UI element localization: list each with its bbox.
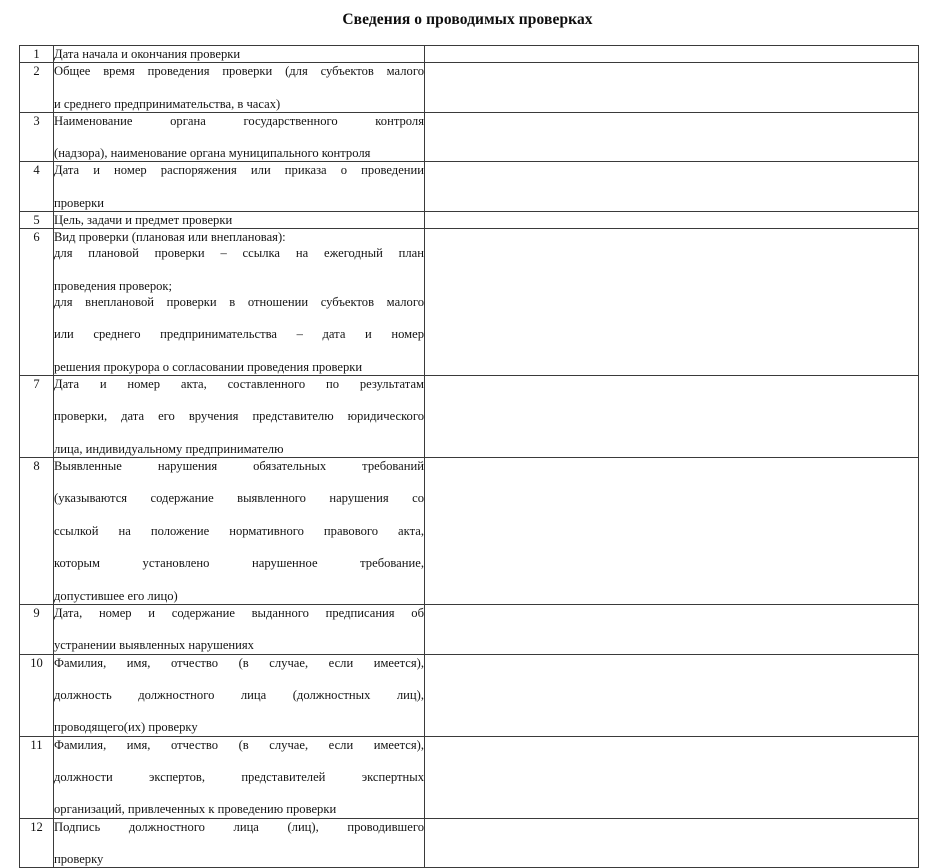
table-row [20,46,919,63]
label-line: Фамилия, имя, отчество (в случае, если имеется), [54,737,424,752]
row-value-cell[interactable] [425,654,919,736]
row-label-cell [54,212,425,229]
row-number-cell: 9 [20,604,54,654]
row-value-cell[interactable] [425,376,919,458]
table-row [20,112,919,162]
label-line: ссылкой на положение нормативного правового акта, [54,523,424,538]
table-row [20,212,919,229]
row-value-cell[interactable] [425,458,919,605]
row-number-cell: 11 [20,736,54,818]
label-line: для внеплановой проверки в отношении субъектов малого [54,295,424,310]
label-line: Наименование органа государственного контроля [54,113,424,128]
row-value-cell[interactable] [425,112,919,162]
row-number-cell: 4 [20,162,54,212]
label-line: Подпись должностного лица (лиц), проводившего [54,819,424,834]
row-value-cell[interactable] [425,162,919,212]
label-line: Фамилия, имя, отчество (в случае, если имеется), [54,655,424,670]
row-number-cell: 5 [20,212,54,229]
row-value-cell[interactable] [425,604,919,654]
label-line: лица, индивидуальному предпринимателю [54,441,284,456]
row-number-cell: 1 [20,46,54,63]
row-label-cell [54,654,425,736]
table-body [20,46,919,868]
row-label-cell [54,458,425,605]
label-line: Цель, задачи и предмет проверки [54,213,233,228]
label-line: должность должностного лица (должностных лиц), [54,687,424,702]
row-label-cell [54,604,425,654]
row-label-cell [54,46,425,63]
page-title: Сведения о проводимых проверках [342,11,593,28]
row-number-cell: 7 [20,376,54,458]
label-line: проверки [54,195,104,210]
label-line: решения прокурора о согласовании проведения проверки [54,359,363,374]
row-number-cell: 2 [20,63,54,113]
label-line: которым установлено нарушенное требование, [54,556,424,571]
row-number-cell: 12 [20,818,54,868]
row-label-cell [54,818,425,868]
label-line: или среднего предпринимательства – дата и номер [54,327,424,342]
row-number-cell: 6 [20,229,54,376]
table-row [20,736,919,818]
label-line: Выявленные нарушения обязательных требований [54,459,424,474]
inspections-table [19,45,919,868]
row-value-cell[interactable] [425,818,919,868]
label-line: (указываются содержание выявленного нарушения со [54,491,424,506]
row-label-cell [54,376,425,458]
row-label-cell [54,162,425,212]
row-label-cell [54,736,425,818]
inspections-table-container [19,45,918,868]
label-line: проверку [54,851,104,866]
row-label-cell [54,63,425,113]
table-row [20,162,919,212]
label-line: Общее время проведения проверки (для субъектов малого [54,64,424,79]
table-row [20,604,919,654]
label-line: допустившее его лицо) [54,588,178,603]
row-label-cell [54,229,425,376]
label-line: Вид проверки (плановая или внеплановая): [54,230,286,245]
label-line: должности экспертов, представителей экспертных [54,769,424,784]
row-value-cell[interactable] [425,229,919,376]
label-line: Дата, номер и содержание выданного предписания об [54,605,424,620]
table-row [20,458,919,605]
row-number-cell: 3 [20,112,54,162]
table-row [20,229,919,376]
table-row [20,818,919,868]
label-line: Дата и номер акта, составленного по результатам [54,377,424,392]
row-value-cell[interactable] [425,212,919,229]
label-line: и среднего предпринимательства, в часах) [54,96,281,111]
row-value-cell[interactable] [425,63,919,113]
label-line: проверки, дата его вручения представителю юридического [54,409,424,424]
table-row [20,654,919,736]
label-line: устранении выявленных нарушениях [54,638,254,653]
row-label-cell [54,112,425,162]
row-value-cell[interactable] [425,46,919,63]
row-number-cell: 10 [20,654,54,736]
row-number-cell: 8 [20,458,54,605]
label-line: для плановой проверки – ссылка на ежегодный план [54,246,424,261]
label-line: проводящего(их) проверку [54,720,198,735]
label-line: Дата и номер распоряжения или приказа о проведении [54,163,424,178]
label-line: Дата начала и окончания проверки [54,47,241,61]
table-row [20,63,919,113]
label-line: организаций, привлеченных к проведению проверки [54,802,337,817]
label-line: проведения проверок; [54,278,173,293]
table-row [20,376,919,458]
label-line: (надзора), наименование органа муниципального контроля [54,146,371,161]
row-value-cell[interactable] [425,736,919,818]
